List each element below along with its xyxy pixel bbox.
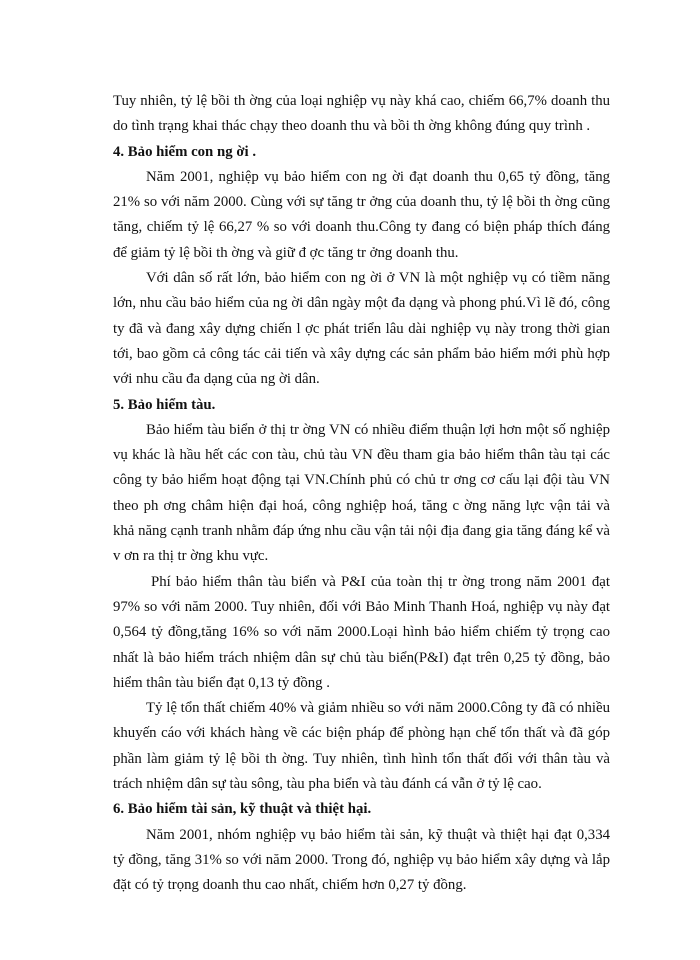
paragraph-5-2: Phí bảo hiểm thân tàu biển và P&I của toàn thị tr ờng trong năm 2001 đạt 97% so với năm 2000. Tuy nhiên, đối với Bảo Minh Thanh Hoá, nghiệp vụ này đạt 0,564 tỷ đồng,tăng 16% so với năm 2000.Loại hình bảo hiểm chiếm tỷ trọng cao nhất là bảo hiểm trách nhiệm dân sự chủ tàu biển(P&I) đạt trên 0,25 tỷ đồng, bảo hiểm thân tàu biển đạt 0,13 tỷ đồng . <box>113 573 610 691</box>
paragraph-4-2: Với dân số rất lớn, bảo hiểm con ng ời ở VN là một nghiệp vụ có tiềm năng lớn, nhu cầu bảo hiểm của ng ời dân ngày một đa dạng và phong phú.Vì lẽ đó, công ty đã và đang xây dựng chiến l ợc phát triển lâu dài nghiệp vụ này trong thời gian tới, bao gồm cả công tác cải tiến và xây dựng các sản phẩm bảo hiểm mới phù hợp với nhu cầu đa dạng của ng ời dân. <box>113 270 610 388</box>
paragraph-4-1: Năm 2001, nghiệp vụ bảo hiểm con ng ời đạt doanh thu 0,65 tỷ đồng, tăng 21% so với năm 2000. Cùng với sự tăng tr ởng của doanh thu, tỷ lệ bồi th ờng cũng tăng, chiếm tỷ lệ 66,27 % so với doanh thu.Công ty đang có biện pháp thích đáng để giảm tỷ lệ bồi th ờng và giữ đ ợc tăng tr ởng doanh thu. <box>113 168 610 261</box>
paragraph-5-1: Bảo hiểm tàu biển ở thị tr ờng VN có nhiều điểm thuận lợi hơn một số nghiệp vụ khác là hầu hết các con tàu, chủ tàu VN đều tham gia bảo hiểm thân tàu tại các công ty bảo hiểm hoạt động tại VN.Chính phủ có chủ tr ơng cơ cấu lại đội tàu VN theo ph ơng châm hiện đại hoá, công nghiệp hoá, tăng c ờng năng lực vận tải và khả năng cạnh tranh nhằm đáp ứng nhu cầu vận tải nội địa đang gia tăng đáng kể và v ơn ra thị tr ờng khu vực. <box>113 421 610 565</box>
heading-section-6: 6. Bảo hiểm tài sản, kỹ thuật và thiệt hại. <box>113 801 372 818</box>
document-page <box>113 89 610 899</box>
heading-section-4: 4. Bảo hiểm con ng ời . <box>113 143 257 160</box>
paragraph-6-1: Năm 2001, nhóm nghiệp vụ bảo hiểm tài sản, kỹ thuật và thiệt hại đạt 0,334 tỷ đồng, tăng 31% so với năm 2000. Trong đó, nghiệp vụ bảo hiểm xây dựng và lắp đặt có tỷ trọng doanh thu cao nhất, chiếm hơn 0,27 tỷ đồng. <box>113 826 610 894</box>
paragraph-5-3: Tỷ lệ tổn thất chiếm 40% và giảm nhiều so với năm 2000.Công ty đã có nhiều khuyến cáo với khách hàng về các biện pháp để phòng hạn chế tổn thất và đã góp phần làm giảm tỷ lệ bồi th ờng. Tuy nhiên, tình hình tổn thất đối với thân tàu và trách nhiệm dân sự tàu sông, tàu pha biển và tàu đánh cá vẫn ở tỷ lệ cao. <box>113 700 610 793</box>
heading-section-5: 5. Bảo hiểm tàu. <box>113 396 216 413</box>
paragraph-intro: Tuy nhiên, tỷ lệ bồi th ờng của loại nghiệp vụ này khá cao, chiếm 66,7% doanh thu do tình trạng khai thác chạy theo doanh thu và bồi th ờng không đúng quy trình . <box>113 93 610 135</box>
